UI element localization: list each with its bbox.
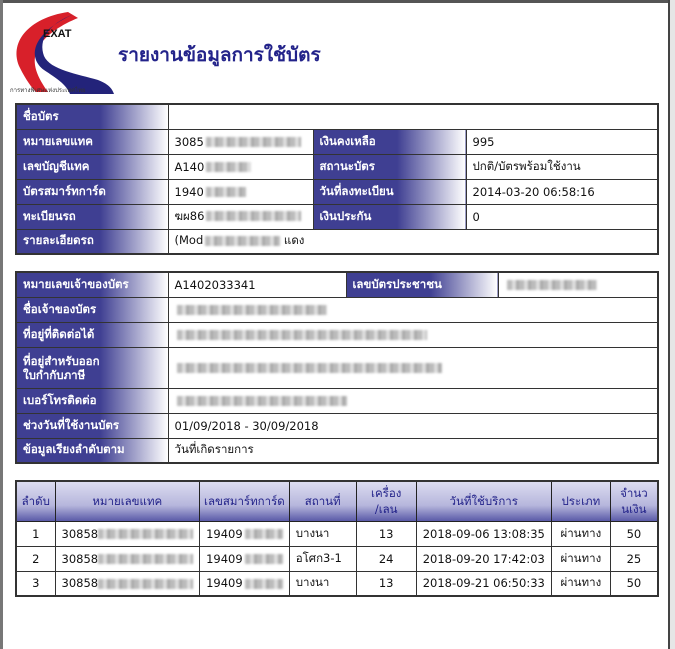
row-date: 2018-09-21 06:50:33 xyxy=(416,571,551,596)
col-tag: หมายเลขแทค xyxy=(55,481,200,521)
table-row xyxy=(16,204,658,229)
table-row xyxy=(16,546,658,571)
row-smartcard: 19409 xyxy=(200,571,290,596)
smartcard-label: บัตรสมาร์ทการ์ด xyxy=(16,179,168,204)
col-type: ประเภท xyxy=(551,481,610,521)
window-left-border xyxy=(0,0,3,649)
transactions-table xyxy=(15,480,659,597)
citizen-id-value xyxy=(498,272,658,297)
vehicle-label: รายละเอียดรถ xyxy=(16,229,168,254)
row-type: ผ่านทาง xyxy=(551,571,610,596)
phone-label: เบอร์โทรติดต่อ xyxy=(16,388,168,413)
table-row xyxy=(16,322,658,347)
citizen-id-label: เลขบัตรประชาชน xyxy=(346,272,498,297)
table-row xyxy=(16,388,658,413)
balance-value: 995 xyxy=(466,129,658,154)
col-place: สถานที่ xyxy=(289,481,356,521)
plate-label: ทะเบียนรถ xyxy=(16,204,168,229)
row-no: 2 xyxy=(16,546,55,571)
exat-logo xyxy=(8,8,118,96)
row-smartcard: 19409 xyxy=(200,546,290,571)
deposit-value: 0 xyxy=(466,204,658,229)
balance-label: เงินคงเหลือ xyxy=(313,129,466,154)
table-row xyxy=(16,179,658,204)
row-amount: 50 xyxy=(610,521,658,546)
row-place: บางนา xyxy=(289,571,356,596)
row-lane: 13 xyxy=(356,521,416,546)
row-tag: 30858 xyxy=(55,521,200,546)
card-status-label: สถานะบัตร xyxy=(313,154,466,179)
row-date: 2018-09-06 13:08:35 xyxy=(416,521,551,546)
table-row xyxy=(16,347,658,388)
tag-account-label: เลขบัญชีแทค xyxy=(16,154,168,179)
table-row xyxy=(16,229,658,254)
table-row xyxy=(16,104,658,129)
owner-id-value: A1402033341 xyxy=(168,272,346,297)
tag-no-label: หมายเลขแทค xyxy=(16,129,168,154)
table-row xyxy=(16,571,658,596)
owner-name-value xyxy=(168,297,658,322)
phone-value xyxy=(168,388,658,413)
col-lane: เครื่อง /เลน xyxy=(356,481,416,521)
row-place: อโศก3-1 xyxy=(289,546,356,571)
tax-address-label: ที่อยู่สำหรับออก ใบกำกับภาษี xyxy=(16,347,168,388)
owner-name-label: ชื่อเจ้าของบัตร xyxy=(16,297,168,322)
card-name-label: ชื่อบัตร xyxy=(16,104,168,129)
tag-no-value: 3085 xyxy=(168,129,313,154)
tax-address-value xyxy=(168,347,658,388)
period-label: ช่วงวันที่ใช้งานบัตร xyxy=(16,413,168,438)
tag-account-value: A140 xyxy=(168,154,313,179)
plate-value: ฆผ86 xyxy=(168,204,313,229)
vehicle-value: (Mod แดง xyxy=(168,229,658,254)
owner-id-label: หมายเลขเจ้าของบัตร xyxy=(16,272,168,297)
col-amount: จำนว นเงิน xyxy=(610,481,658,521)
table-row xyxy=(16,129,658,154)
row-type: ผ่านทาง xyxy=(551,546,610,571)
contact-address-value xyxy=(168,322,658,347)
row-place: บางนา xyxy=(289,521,356,546)
col-date: วันที่ใช้บริการ xyxy=(416,481,551,521)
smartcard-value: 1940 xyxy=(168,179,313,204)
page-title: รายงานข้อมูลการใช้บัตร xyxy=(118,44,321,66)
row-amount: 25 xyxy=(610,546,658,571)
card-info-table xyxy=(15,103,659,255)
table-row xyxy=(16,413,658,438)
row-lane: 24 xyxy=(356,546,416,571)
reg-date-value: 2014-03-20 06:58:16 xyxy=(466,179,658,204)
table-row xyxy=(16,438,658,463)
reg-date-label: วันที่ลงทะเบียน xyxy=(313,179,466,204)
sort-label: ข้อมูลเรียงลำดับตาม xyxy=(16,438,168,463)
scrollbar-track[interactable] xyxy=(668,0,675,649)
window-top-border xyxy=(0,0,675,3)
row-type: ผ่านทาง xyxy=(551,521,610,546)
row-date: 2018-09-20 17:42:03 xyxy=(416,546,551,571)
table-row xyxy=(16,521,658,546)
table-header-row xyxy=(16,481,658,521)
col-no: ลำดับ xyxy=(16,481,55,521)
row-lane: 13 xyxy=(356,571,416,596)
row-smartcard: 19409 xyxy=(200,521,290,546)
deposit-label: เงินประกัน xyxy=(313,204,466,229)
period-value: 01/09/2018 - 30/09/2018 xyxy=(168,413,658,438)
logo-text: EXAT xyxy=(43,28,72,40)
row-no: 3 xyxy=(16,571,55,596)
col-smartcard: เลขสมาร์ทการ์ด xyxy=(200,481,290,521)
row-tag: 30858 xyxy=(55,571,200,596)
sort-value: วันที่เกิดรายการ xyxy=(168,438,658,463)
row-tag: 30858 xyxy=(55,546,200,571)
table-row xyxy=(16,154,658,179)
table-row xyxy=(16,297,658,322)
card-status-value: ปกติ/บัตรพร้อมใช้งาน xyxy=(466,154,658,179)
row-amount: 50 xyxy=(610,571,658,596)
owner-info-table xyxy=(15,271,659,464)
row-no: 1 xyxy=(16,521,55,546)
table-row xyxy=(16,272,658,297)
logo-caption: การทางพิเศษแห่งประเทศไทย xyxy=(10,87,86,94)
contact-address-label: ที่อยู่ที่ติดต่อได้ xyxy=(16,322,168,347)
card-name-value xyxy=(168,104,658,129)
